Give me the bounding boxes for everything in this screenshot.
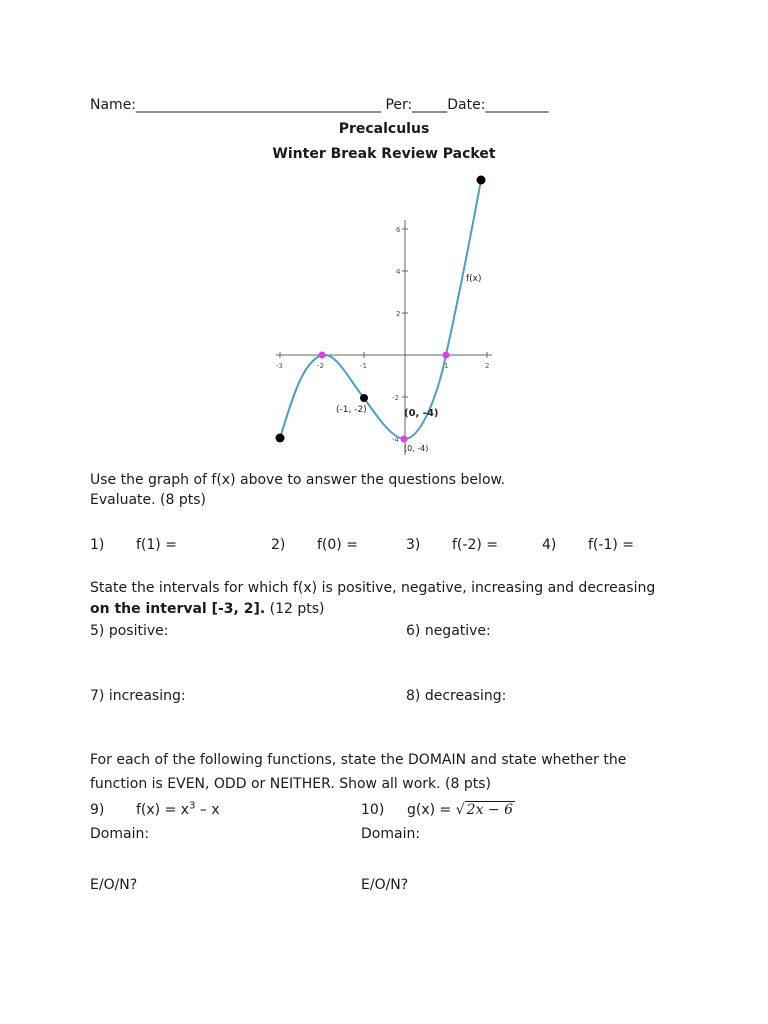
x-tick-label: 2 [485, 362, 490, 370]
intervals-instructions: State the intervals for which f(x) is positive, negative, increasing and decreasing [90, 580, 656, 596]
function-graph [260, 165, 510, 465]
question-expression: f(0) = [317, 537, 358, 553]
question-positive: 5) positive: [90, 623, 169, 639]
x-tick-label: -3 [276, 362, 283, 370]
axis-ticks [280, 229, 490, 439]
y-tick-label: 2 [396, 310, 401, 318]
left-endpoint [276, 434, 285, 443]
name-per-date-line: Name:___________________________________ Per:_____Date:_________ [90, 97, 549, 113]
domain-label: Domain: [90, 826, 150, 842]
question-expression: f(-1) = [588, 537, 634, 553]
interval-points: (12 pts) [265, 601, 325, 617]
minimum-marker [401, 436, 408, 443]
interval-bold-text: on the interval [-3, 2]. [90, 601, 266, 617]
course-title: Precalculus [338, 121, 430, 137]
question-number: 9) [90, 802, 105, 818]
radicand: 2x − 6 [466, 802, 513, 818]
y-tick-label: -2 [392, 394, 399, 402]
question-number: 1) [90, 537, 105, 553]
packet-title: Winter Break Review Packet [272, 146, 496, 162]
question-decreasing: 8) decreasing: [406, 688, 507, 704]
x-tick-label: 1 [444, 362, 449, 370]
point-label: (-1, -2) [336, 405, 367, 415]
question-expression: f(-2) = [452, 537, 498, 553]
point-neg1-neg2 [360, 394, 368, 402]
domain-instructions: For each of the following functions, state the DOMAIN and state whether the [90, 752, 627, 768]
question-expression: f(1) = [136, 537, 177, 553]
even-odd-neither-label: E/O/N? [361, 877, 409, 893]
domain-instructions: function is EVEN, ODD or NEITHER. Show all work. (8 pts) [90, 776, 491, 792]
function-f: $f(x) = x^3 - x$ [136, 800, 220, 818]
x-intercept-marker [319, 352, 326, 359]
instructions-line: Use the graph of f(x) above to answer the questions below. [90, 472, 506, 488]
sqrt-sign: √ [455, 802, 465, 818]
right-endpoint [477, 176, 486, 185]
x-tick-label: -2 [317, 362, 324, 370]
function-g: g(x) = √ 2x − 6 [407, 802, 513, 818]
intervals-constraint [90, 600, 325, 618]
question-number: 4) [542, 537, 557, 553]
y-tick-label: 4 [396, 268, 401, 276]
point-label: (0, -4) [404, 408, 439, 419]
y-tick-label: 6 [396, 226, 401, 234]
exponent: 3 [189, 800, 196, 812]
function-curve [280, 180, 481, 439]
question-number: 3) [406, 537, 421, 553]
point-label: (0, -4) [404, 444, 429, 453]
x-tick-label: -1 [360, 362, 367, 370]
x-intercept-marker [443, 352, 450, 359]
question-negative: 6) negative: [406, 623, 491, 639]
question-number: 2) [271, 537, 286, 553]
question-increasing: 7) increasing: [90, 688, 186, 704]
question-number: 10) [361, 802, 385, 818]
even-odd-neither-label: E/O/N? [90, 877, 138, 893]
function-label: f(x) [466, 274, 482, 284]
evaluate-heading: Evaluate. (8 pts) [90, 492, 207, 508]
domain-label: Domain: [361, 826, 421, 842]
y-tick-label: -4 [392, 436, 399, 444]
